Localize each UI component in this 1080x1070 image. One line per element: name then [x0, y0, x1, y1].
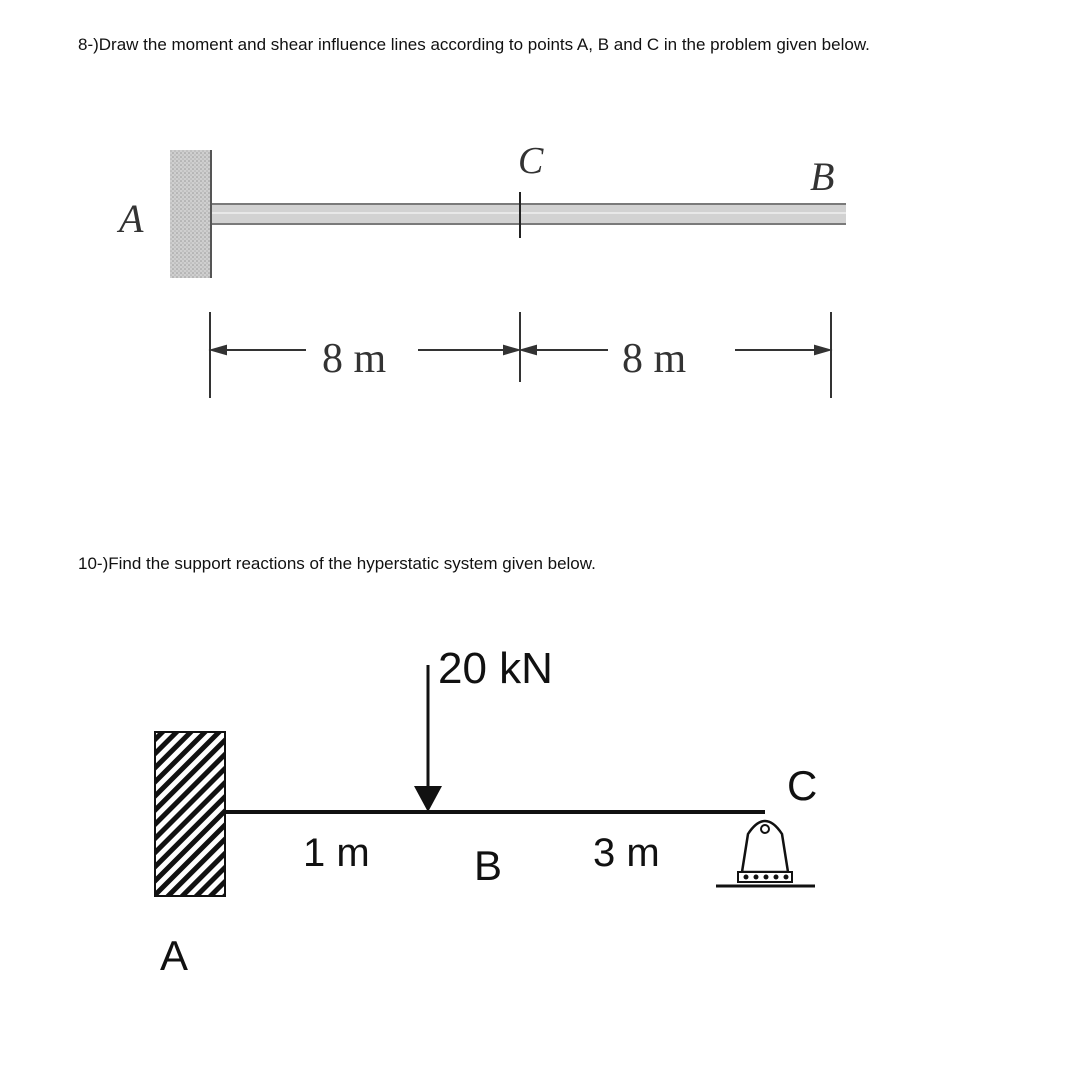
label-b: B	[474, 842, 503, 889]
label-a: A	[119, 196, 144, 241]
fixed-wall-a	[155, 732, 225, 896]
dimension-line	[210, 312, 831, 398]
dim-label-left: 8 m	[322, 336, 387, 382]
label-c: C	[787, 762, 818, 809]
dim-label-1m: 1 m	[303, 831, 370, 875]
dim-arrow-4	[815, 346, 829, 354]
dim-arrow-1	[212, 346, 226, 354]
propped-cantilever-figure	[0, 540, 1080, 1070]
pin-support-c	[716, 821, 815, 886]
problem-10-statement: 10-)Find the support reactions of the hyperstatic system given below.	[78, 554, 596, 573]
label-c: C	[518, 140, 544, 182]
fixed-wall-a	[170, 150, 212, 278]
dim-label-right: 8 m	[622, 336, 687, 382]
dim-label-3m: 3 m	[593, 831, 660, 875]
problem-8-statement: 8-)Draw the moment and shear influence lines according to points A, B and C in the problem given below.	[78, 35, 870, 54]
dim-arrow-2	[504, 346, 518, 354]
load-label: 20 kN	[438, 644, 553, 693]
label-b: B	[810, 154, 835, 199]
label-a: A	[160, 932, 189, 979]
dim-arrow-3	[522, 346, 536, 354]
